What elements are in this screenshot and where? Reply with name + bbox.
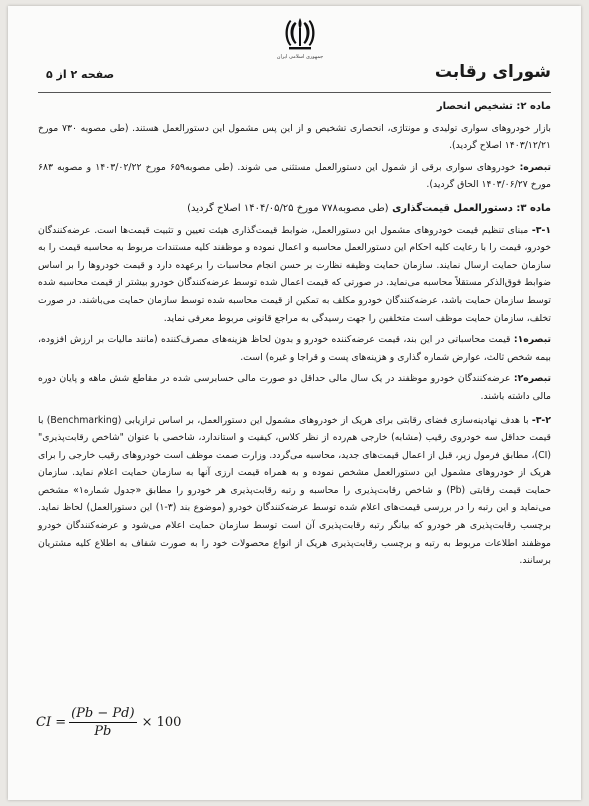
clause-3-1-note-2 <box>38 370 551 405</box>
clause-3-1-text: مبنای تنظیم قیمت خودروهای مشمول این دستورالعمل، ضوابط قیمت‌گذاری هیئت تعیین و تثبیت قیمت‌ها است. عرضه‌کنندگان خودرو، قیمت را با رعایت کلیه احکام این دستورالعمل محاسبه و اعمال نموده و موظفند کلیه مستندات مربوط به محاسبه قیمت را به سازمان حمایت ارسال نمایند. سازمان حمایت وظیفه نظارت بر حسن انجام محاسبات را برعهده دارد و قیمت خودروها را بر اساس ضوابط فوق‌الذکر مستقلاً محاسبه می‌نماید. در صورتی که قیمت اعمال شده توسط عرضه‌کنندگان خودرو بیشتر از قیمت محاسبه شده توسط سازمان حمایت باشد، عرضه‌کنندگان خودرو مکلف به تمکین از قیمت محاسبه شده توسط سازمان حمایت می‌باشند. در صورت تخلف، سازمان حمایت موظف است متخلفین را جهت رسیدگی به مراجع قانونی مربوط معرفی نماید. <box>38 224 551 324</box>
clause-3-1-note-1 <box>38 331 551 366</box>
emblem-caption: جمهوری اسلامی ایران <box>276 54 324 60</box>
note-2-label: تبصره۲: <box>513 373 551 385</box>
formula-denominator: Pb <box>94 724 112 739</box>
note-2-text: عرضه‌کنندگان خودرو موظفند در یک سال مالی حداقل دو صورت مالی حسابرسی شده در مقاطع شش ماهه و پایان دوره مالی داشته باشند. <box>38 373 551 402</box>
clause-3-2 <box>38 412 551 570</box>
note-text: خودروهای سواری برقی از شمول این دستورالعمل مستثنی می شوند. (طی مصوبه۶۵۹ مورخ ۱۴۰۳/۰۲/۲۲ و مصوبه ۶۸۳ مورخ ۱۴۰۳/۰۶/۲۷ الحاق گردید). <box>38 161 551 191</box>
document-page <box>8 6 581 800</box>
header-divider <box>38 92 551 93</box>
article-3-title-note: (طی مصوبه۷۷۸ مورخ ۱۴۰۴/۰۵/۲۵ اصلاح گردید) <box>187 202 389 214</box>
organization-name: شورای رقابت <box>434 62 551 82</box>
clause-3-1-number: ۳-۱- <box>531 224 551 236</box>
ci-formula <box>36 706 181 739</box>
clause-3-1 <box>38 222 551 328</box>
emblem <box>270 16 330 60</box>
article-3-title: ماده ۳: دستورالعمل قیمت‌گذاری <box>392 202 551 214</box>
article-2-heading: ماده ۲: تشخیص انحصار <box>436 101 551 112</box>
formula-lhs: CI = <box>36 715 67 730</box>
article-2-note <box>38 159 551 194</box>
note-label: تبصره: <box>519 161 551 173</box>
document-body <box>38 98 551 570</box>
formula-numerator: (Pb − Pd) <box>71 706 135 721</box>
formula-multiplier: × 100 <box>141 715 182 730</box>
formula-fraction <box>69 706 136 739</box>
note-1-text: قیمت محاسباتی در این بند، قیمت عرضه‌کننده خودرو و بدون لحاظ هزینه‌های مصرف‌کننده (مانند مالیات بر ارزش افزوده، بیمه شخص ثالث، عوارض شماره گذاری و هزینه‌های پست و قراجا و غیره) است. <box>38 334 551 363</box>
clause-3-2-number: ۳-۲- <box>531 414 551 426</box>
article-2-body: بازار خودروهای سواری تولیدی و مونتاژی، انحصاری تشخیص و از این پس مشمول این دستورالعمل هستند. (طی مصوبه ۷۳۰ مورخ ۱۴۰۳/۱۲/۲۱ اصلاح گردید). <box>38 122 551 152</box>
article-3-heading <box>38 200 551 218</box>
note-1-label: تبصره۱: <box>513 334 551 346</box>
clause-3-2-text: با هدف نهادینه‌سازی فضای رقابتی برای هریک از خودروهای مشمول این دستورالعمل، بر اساس ترازیابی (Benchmarking) با قیمت حداقل سه خودروی رقیب (مشابه) خارجی هم‌رده از نظر کلاس، کیفیت و استاندارد، شاخصی با عنوان "شاخص رقابت‌پذیری" (CI)، مطابق فرمول زیر، قبل از اعمال قیمت‌های جدید، محاسبه می‌گردد. وزارت صمت موظف است خودروهای رقیب خارجی را برای هریک از خودروهای مشمول این دستورالعمل مشخص نموده و به همراه قیمت ارزی آنها به سازمان حمایت اعلام نماید. سازمان حمایت قیمت رقابتی (Pb) و شاخص رقابت‌پذیری را محاسبه و رتبه رقابت‌پذیری هر خودرو را مطابق «جدول شماره۱» مشخص می‌نماید و این رتبه را در بررسی قیمت‌های اعلام شده توسط عرضه‌کنندگان خودرو (موضوع بند (۳-۱) این دستورالعمل) لحاظ نماید. برچسب رقابت‌پذیری هر خودرو که بیانگر رتبه رقابت‌پذیری آن است توسط سازمان حمایت اعلام می‌شود و عرضه‌کنندگان خودرو موظفند اطلاعات مربوط به رتبه و برچسب رقابت‌پذیری هریک از انواع محصولات خود را به صورت شفاف به اطلاع کلیه مشتریان برسانند. <box>38 414 551 567</box>
page-number: صفحه ۲ از ۵ <box>46 68 115 81</box>
iran-emblem-icon <box>283 16 317 52</box>
